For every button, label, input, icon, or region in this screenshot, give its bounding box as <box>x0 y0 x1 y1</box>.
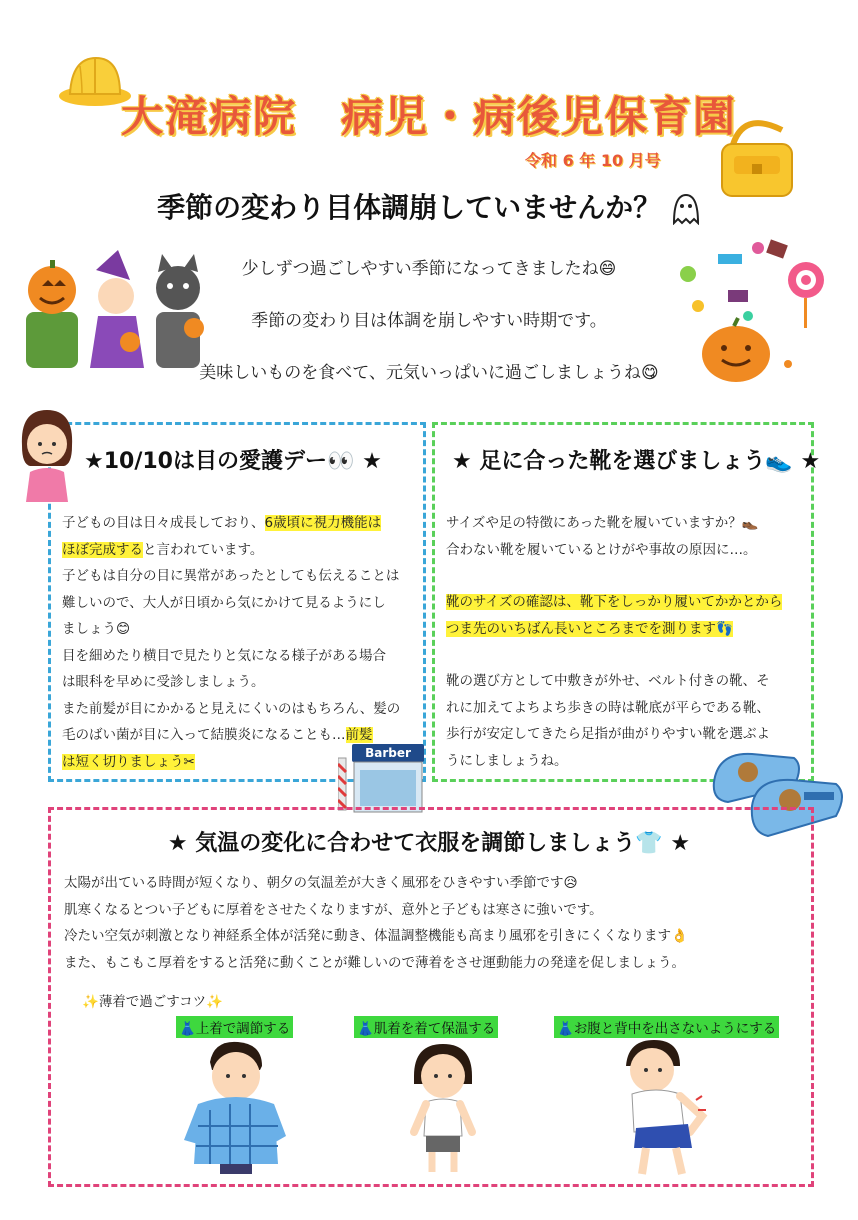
barber-sign: Barber <box>365 746 411 760</box>
ghost-icon <box>671 193 701 225</box>
dress-icon-2: 👗 <box>357 1021 374 1037</box>
dress-icon-3: 👗 <box>557 1021 574 1037</box>
shoe-title-text: ★ 足に合った靴を選びましょう <box>452 449 766 474</box>
boy-jacket-illustration <box>180 1040 290 1176</box>
star-end: ★ <box>362 449 382 474</box>
eye-p8a: 毛のばい菌が目に入って結膜炎になることも… <box>62 727 346 743</box>
tips-heading <box>82 990 223 1010</box>
eye-p7: また前髪が目にかかると見えにくいのはもちろん、髪の <box>62 700 401 717</box>
intro-text-1: 少しずつ過ごしやすい季節になってきましたね <box>241 259 599 279</box>
clothes-section-title <box>0 826 858 857</box>
intro-line-3 <box>0 358 858 383</box>
dress-icon: 👗 <box>179 1021 196 1037</box>
shoe-p5: 靴の選び方として中敷きが外せ、ベルト付きの靴、そ <box>446 673 770 689</box>
barber-shop-illustration <box>338 742 428 814</box>
headline <box>0 186 858 226</box>
shoe-p6: れに加えてよちよち歩きの時は靴底が平らである靴、 <box>446 699 770 716</box>
eye-p8h: 前髪 <box>345 727 373 743</box>
tip-3-text: お腹と背中を出さないようにする <box>573 1021 777 1037</box>
sneaker-icon: 👟 <box>765 449 793 474</box>
tip-2-text: 肌着を着て保温する <box>373 1021 496 1037</box>
issue-date: 令和 6 年 10 月号 <box>525 151 661 170</box>
eye-p1a: 子どもの目は日々成長しており、 <box>62 515 265 531</box>
clothes-p3: 冷たい空気が刺激となり神経系全体が活発に動き、体温調整機能も高まり風邪を引きにくくなります <box>64 928 671 944</box>
tip-2 <box>354 1016 498 1038</box>
eye-p5: 目を細めたり横目で見たりと気になる様子がある場合 <box>62 647 386 664</box>
crying-girl-illustration <box>16 406 78 502</box>
eyes-icon: 👀 <box>327 449 355 474</box>
eye-p1h2: ほぼ完成する <box>62 541 143 558</box>
clothes-p4: また、もこもこ厚着をすると活発に動くことが難しいので薄着をさせ運動能力の発達を促しましょう。 <box>64 954 685 971</box>
clothes-title-text: ★ 気温の変化に合わせて衣服を調節しましょう <box>167 831 636 856</box>
footprints-icon: 👣 <box>716 620 733 637</box>
intro-text-2: 季節の変わり目は体調を崩しやすい時期です。 <box>251 311 607 331</box>
clothes-p1: 太陽が出ている時間が短くなり、朝夕の気温差が大きく風邪をひきやすい季節です <box>64 875 564 891</box>
eye-section-body <box>62 510 422 775</box>
tips-title: 薄着で過ごすコツ <box>98 994 207 1010</box>
boy-tucking-shirt-illustration <box>606 1036 716 1178</box>
eye-section-title <box>84 444 382 475</box>
clothes-section-body <box>64 870 804 976</box>
smile-emoji-icon: 😄 <box>598 259 617 279</box>
shoe-p3h: 靴のサイズの確認は、靴下をしっかり履いてかかとから <box>446 594 783 610</box>
sad-face-icon: 😥 <box>563 875 578 891</box>
ok-hand-icon: 👌 <box>670 928 688 944</box>
eye-p1h: 6歳頃に視力機能は <box>264 515 382 531</box>
smile-icon: 😊 <box>116 621 131 637</box>
girl-undershirt-illustration <box>398 1040 488 1176</box>
intro-line-1 <box>0 254 858 279</box>
sparkle-icon-2: ✨ <box>206 994 223 1010</box>
shoe-icon: 👞 <box>741 515 759 531</box>
shoe-p1: サイズや足の特徴にあった靴を履いていますか？ <box>446 515 742 531</box>
intro-line-2 <box>0 306 858 331</box>
tip-3 <box>554 1016 779 1038</box>
headline-text: 季節の変わり目体調崩していませんか？ <box>157 191 662 224</box>
shoe-p4h: つま先のいちばん長いところまでを測ります <box>446 620 716 637</box>
intro-text-3: 美味しいものを食べて、元気いっぱいに過ごしましょうね <box>199 363 641 383</box>
sparkle-icon: ✨ <box>82 994 99 1010</box>
eye-title-text: ★10/10は目の愛護デー <box>84 449 327 474</box>
page-title: 大滝病院 病児・病後児保育園 <box>120 92 737 141</box>
clothes-p2: 肌寒くなるとつい子どもに厚着をさせたくなりますが、意外と子どもは寒さに強いです。 <box>64 901 603 918</box>
eye-p4: ましょう <box>62 621 116 637</box>
shoes-section-title <box>452 444 820 475</box>
shoe-p8: うにしましょうね。 <box>446 752 568 769</box>
eye-p3: 難しいので、大人が日頃から気にかけて見るようにし <box>62 594 386 611</box>
eye-p6: は眼科を早めに受診しましょう。 <box>62 674 265 690</box>
star-end-3: ★ <box>670 831 691 856</box>
eye-p2: 子どもは自分の目に異常があったとしても伝えることは <box>62 568 400 584</box>
shoe-p7: 歩行が安定してきたら足指が曲がりやすい靴を選ぶよ <box>446 726 770 742</box>
shoe-p2: 合わない靴を履いているとけがや事故の原因に…。 <box>446 541 757 558</box>
tip-1 <box>176 1016 293 1038</box>
yum-emoji-icon: 😋 <box>640 363 659 383</box>
tip-1-text: 上着で調節する <box>195 1021 291 1037</box>
eye-p9h: は短く切りましょう✂ <box>62 753 195 770</box>
shoes-section-body <box>446 510 806 774</box>
shirt-icon: 👕 <box>635 831 663 856</box>
star-end-2: ★ <box>800 449 821 474</box>
eye-p1b: と言われています。 <box>143 541 264 558</box>
